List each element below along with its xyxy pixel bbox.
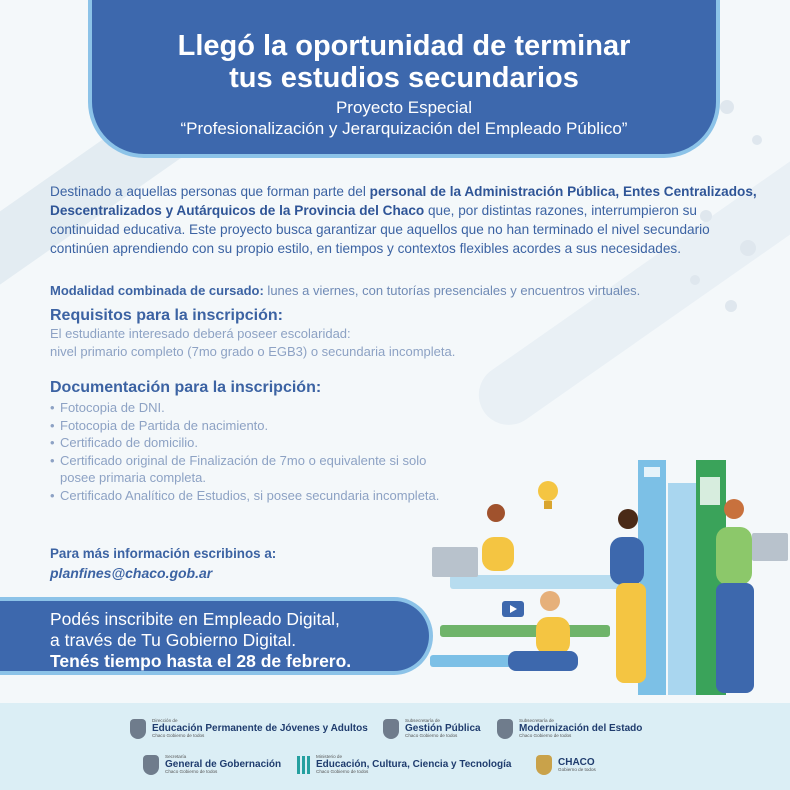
person-1-head <box>487 504 505 522</box>
intro-text-2: que, por distintas razones, interrumpieron su continuidad educativa. Este proyecto busca garantizar que aquellos que no han terminado el nivel secundario continúen aprendiendo con su propio estilo, en tiempos y contextos flexibles acordes a sus necesidades. <box>50 203 710 256</box>
person-2-body <box>610 537 644 585</box>
list-item: • Fotocopia de DNI. <box>50 399 440 417</box>
logo-ministerio-educacion: Ministerio de Educación, Cultura, Ciencia y Tecnología Chaco Gobierno de todos <box>297 755 511 774</box>
title-line-2: tus estudios secundarios <box>229 62 579 94</box>
person-3-head <box>724 499 744 519</box>
list-item: • Certificado original de Finalización de 7mo o equivalente si solo posee primaria completa. <box>50 452 440 487</box>
subtitle-project-name: “Profesionalización y Jerarquización del Empleado Público” <box>180 119 628 138</box>
list-item: • Certificado de domicilio. <box>50 434 440 452</box>
logo-chaco: CHACO Gobierno de todos <box>536 755 596 775</box>
inscription-banner <box>0 597 433 675</box>
lightbulb-icon <box>538 481 558 501</box>
intro-paragraph <box>50 182 770 258</box>
modalidad-label: Modalidad combinada de cursado: <box>50 283 264 298</box>
logo-gobernacion: Secretaría General de Gobernación Chaco Gobierno de todos <box>143 755 281 775</box>
modalidad-text: lunes a viernes, con tutorías presenciales y encuentros virtuales. <box>263 283 641 298</box>
logo-gestion-publica: Subsecretaría de Gestión Pública Chaco Gobierno de todos <box>383 719 481 739</box>
modalidad <box>50 283 770 298</box>
intro-text-1: Destinado a aquellas personas que forman parte del <box>50 184 370 199</box>
logo-educacion-permanente: Dirección de Educación Permanente de Jóvenes y Adultos Chaco Gobierno de todos <box>130 719 368 739</box>
documentacion-section <box>50 379 440 505</box>
person-1-body <box>482 537 514 571</box>
subtitle-project: Proyecto Especial <box>335 98 473 117</box>
intro-bold: personal de la Administración Pública, Entes Centralizados, Descentralizados y Autárquicos de la Provincia del Chaco <box>50 184 757 218</box>
contact-label: Para más información escribinos a: <box>50 546 277 561</box>
inscription-deadline: Tenés tiempo hasta el 28 de febrero. <box>50 651 352 671</box>
book-spine-lightblue <box>668 483 696 695</box>
requisitos-line-2: nivel primario completo (7mo grado o EGB3) o secundaria incompleta. <box>50 344 456 359</box>
laptop-right <box>752 533 788 561</box>
person-4-body <box>536 617 570 655</box>
person-2-head <box>618 509 638 529</box>
laptop-left <box>432 547 478 577</box>
requisitos-line-1: El estudiante interesado deberá poseer escolaridad: <box>50 326 351 341</box>
inscription-line-1: Podés inscribite en Empleado Digital, <box>50 609 340 629</box>
requisitos-section <box>50 307 770 361</box>
header-banner <box>88 0 720 158</box>
inscription-line-2: a través de Tu Gobierno Digital. <box>50 630 297 650</box>
list-item: • Fotocopia de Partida de nacimiento. <box>50 417 440 435</box>
person-3-body <box>716 527 752 585</box>
list-item: • Certificado Analítico de Estudios, si posee secundaria incompleta. <box>50 487 440 505</box>
footer-logos <box>0 703 790 790</box>
documentacion-list <box>50 399 440 505</box>
person-4-head <box>540 591 560 611</box>
title-line-1: Llegó la oportunidad de terminar <box>177 30 631 62</box>
page-title <box>92 30 716 94</box>
contact-email-link[interactable]: planfines@chaco.gob.ar <box>50 565 213 581</box>
documentacion-heading: Documentación para la inscripción: <box>50 379 322 396</box>
requisitos-heading: Requisitos para la inscripción: <box>50 307 283 324</box>
logo-modernizacion: Subsecretaría de Modernización del Estado Chaco Gobierno de todos <box>497 719 642 739</box>
students-illustration <box>420 455 790 705</box>
